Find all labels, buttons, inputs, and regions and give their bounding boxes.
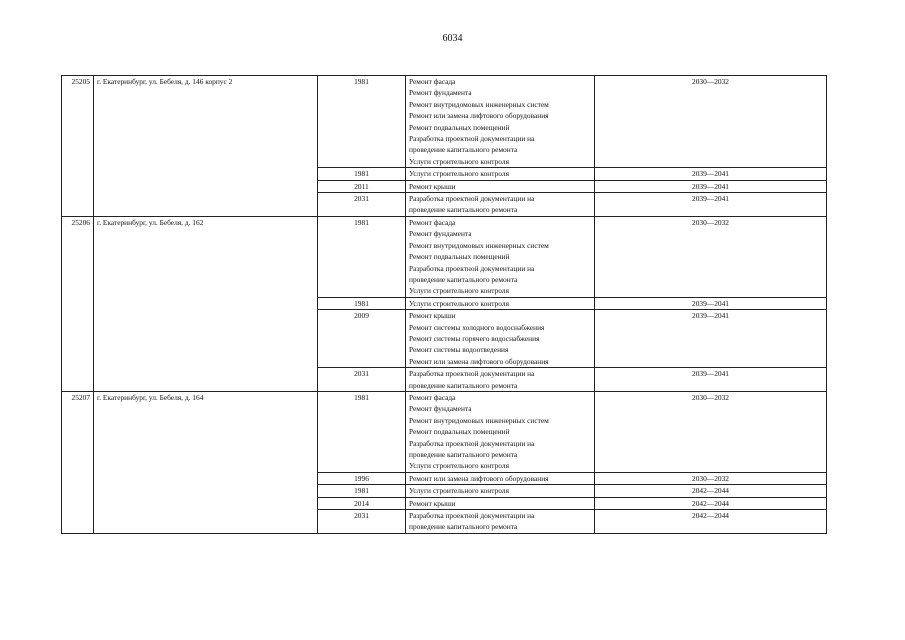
work-types [406,510,595,534]
commission-year: 1981 [318,391,406,472]
planned-period: 2030—2032 [595,391,827,472]
planned-period: 2042—2044 [595,497,827,509]
repair-plan-table [61,75,827,534]
planned-period: 2030—2032 [595,216,827,297]
work-type: Ремонт фундамента [409,404,472,414]
work-type: Ремонт крыши [409,311,456,321]
table-row [62,391,827,472]
table-row [62,216,827,297]
planned-period: 2030—2032 [595,472,827,484]
work-types [406,297,595,309]
commission-year: 2014 [318,497,406,509]
work-type: Ремонт или замена лифтового оборудования [409,356,549,366]
work-type: Услуги строительного контроля [409,486,509,496]
work-types [406,391,595,472]
work-types [406,472,595,484]
work-type: Ремонт системы холодного водоснабжения [409,322,545,332]
object-number: 25205 [62,76,94,217]
planned-period: 2042—2044 [595,510,827,534]
work-type: Ремонт подвальных помещений [409,427,510,437]
work-type: Ремонт фундамента [409,229,472,239]
work-type: проведение капитального ремонта [409,205,518,215]
table-row [62,76,827,168]
planned-period: 2042—2044 [595,485,827,497]
commission-year: 1981 [318,168,406,180]
work-types [406,180,595,192]
work-types [406,310,595,368]
work-type: Разработка проектной документации на [409,511,535,521]
commission-year: 1981 [318,216,406,297]
planned-period: 2039—2041 [595,297,827,309]
work-types [406,485,595,497]
work-type: Ремонт внутридомовых инженерных систем [409,240,549,250]
work-type: Ремонт фасада [409,77,456,86]
work-types [406,168,595,180]
work-type: Разработка проектной документации на [409,438,535,448]
commission-year: 1981 [318,76,406,168]
work-type: Услуги строительного контроля [409,286,509,296]
planned-period: 2039—2041 [595,180,827,192]
commission-year: 2031 [318,193,406,217]
work-type: Услуги строительного контроля [409,298,509,308]
object-address: г. Екатеринбург, ул. Бебеля, д. 164 [94,391,318,533]
work-type: Ремонт внутридомовых инженерных систем [409,99,549,109]
work-type: Ремонт системы горячего водоснабжения [409,333,540,343]
work-type: Ремонт фасада [409,392,456,402]
commission-year: 1981 [318,297,406,309]
work-type: Ремонт или замена лифтового оборудования [409,473,549,483]
commission-year: 1996 [318,472,406,484]
work-type: Услуги строительного контроля [409,461,509,471]
work-types [406,76,595,168]
work-type: Ремонт крыши [409,498,456,508]
work-type: Разработка проектной документации на [409,369,535,379]
work-type: Ремонт системы водоотведения [409,345,509,355]
work-type: Ремонт подвальных помещений [409,252,510,262]
work-type: проведение капитального ремонта [409,274,518,284]
work-type: Ремонт внутридомовых инженерных систем [409,415,549,425]
planned-period: 2039—2041 [595,310,827,368]
work-type: Ремонт крыши [409,181,456,191]
work-type: Разработка проектной документации на [409,263,535,273]
planned-period: 2039—2041 [595,168,827,180]
work-types [406,497,595,509]
work-type: Разработка проектной документации на [409,194,535,204]
work-type: проведение капитального ремонта [409,522,518,532]
work-type: Разработка проектной документации на [409,134,535,144]
work-type: Услуги строительного контроля [409,156,509,166]
work-type: Ремонт фасада [409,217,456,227]
work-type: проведение капитального ремонта [409,145,518,155]
work-type: проведение капитального ремонта [409,380,518,390]
repair-plan-body [62,76,827,534]
commission-year: 2009 [318,310,406,368]
work-type: Ремонт или замена лифтового оборудования [409,111,549,121]
work-types [406,193,595,217]
commission-year: 2031 [318,510,406,534]
commission-year: 1981 [318,485,406,497]
object-number: 25207 [62,391,94,533]
work-type: Ремонт подвальных помещений [409,122,510,132]
work-type: Ремонт фундамента [409,88,472,98]
planned-period: 2039—2041 [595,368,827,392]
planned-period: 2039—2041 [595,193,827,217]
work-type: проведение капитального ремонта [409,450,518,459]
work-type: Услуги строительного контроля [409,169,509,179]
work-types [406,216,595,297]
work-types [406,368,595,392]
commission-year: 2011 [318,180,406,192]
page-number: 6034 [442,33,463,44]
object-address: г. Екатеринбург, ул. Бебеля, д. 146 корпус 2 [94,76,318,217]
commission-year: 2031 [318,368,406,392]
planned-period: 2030—2032 [595,76,827,168]
object-number: 25206 [62,216,94,391]
object-address: г. Екатеринбург, ул. Бебеля, д. 162 [94,216,318,391]
